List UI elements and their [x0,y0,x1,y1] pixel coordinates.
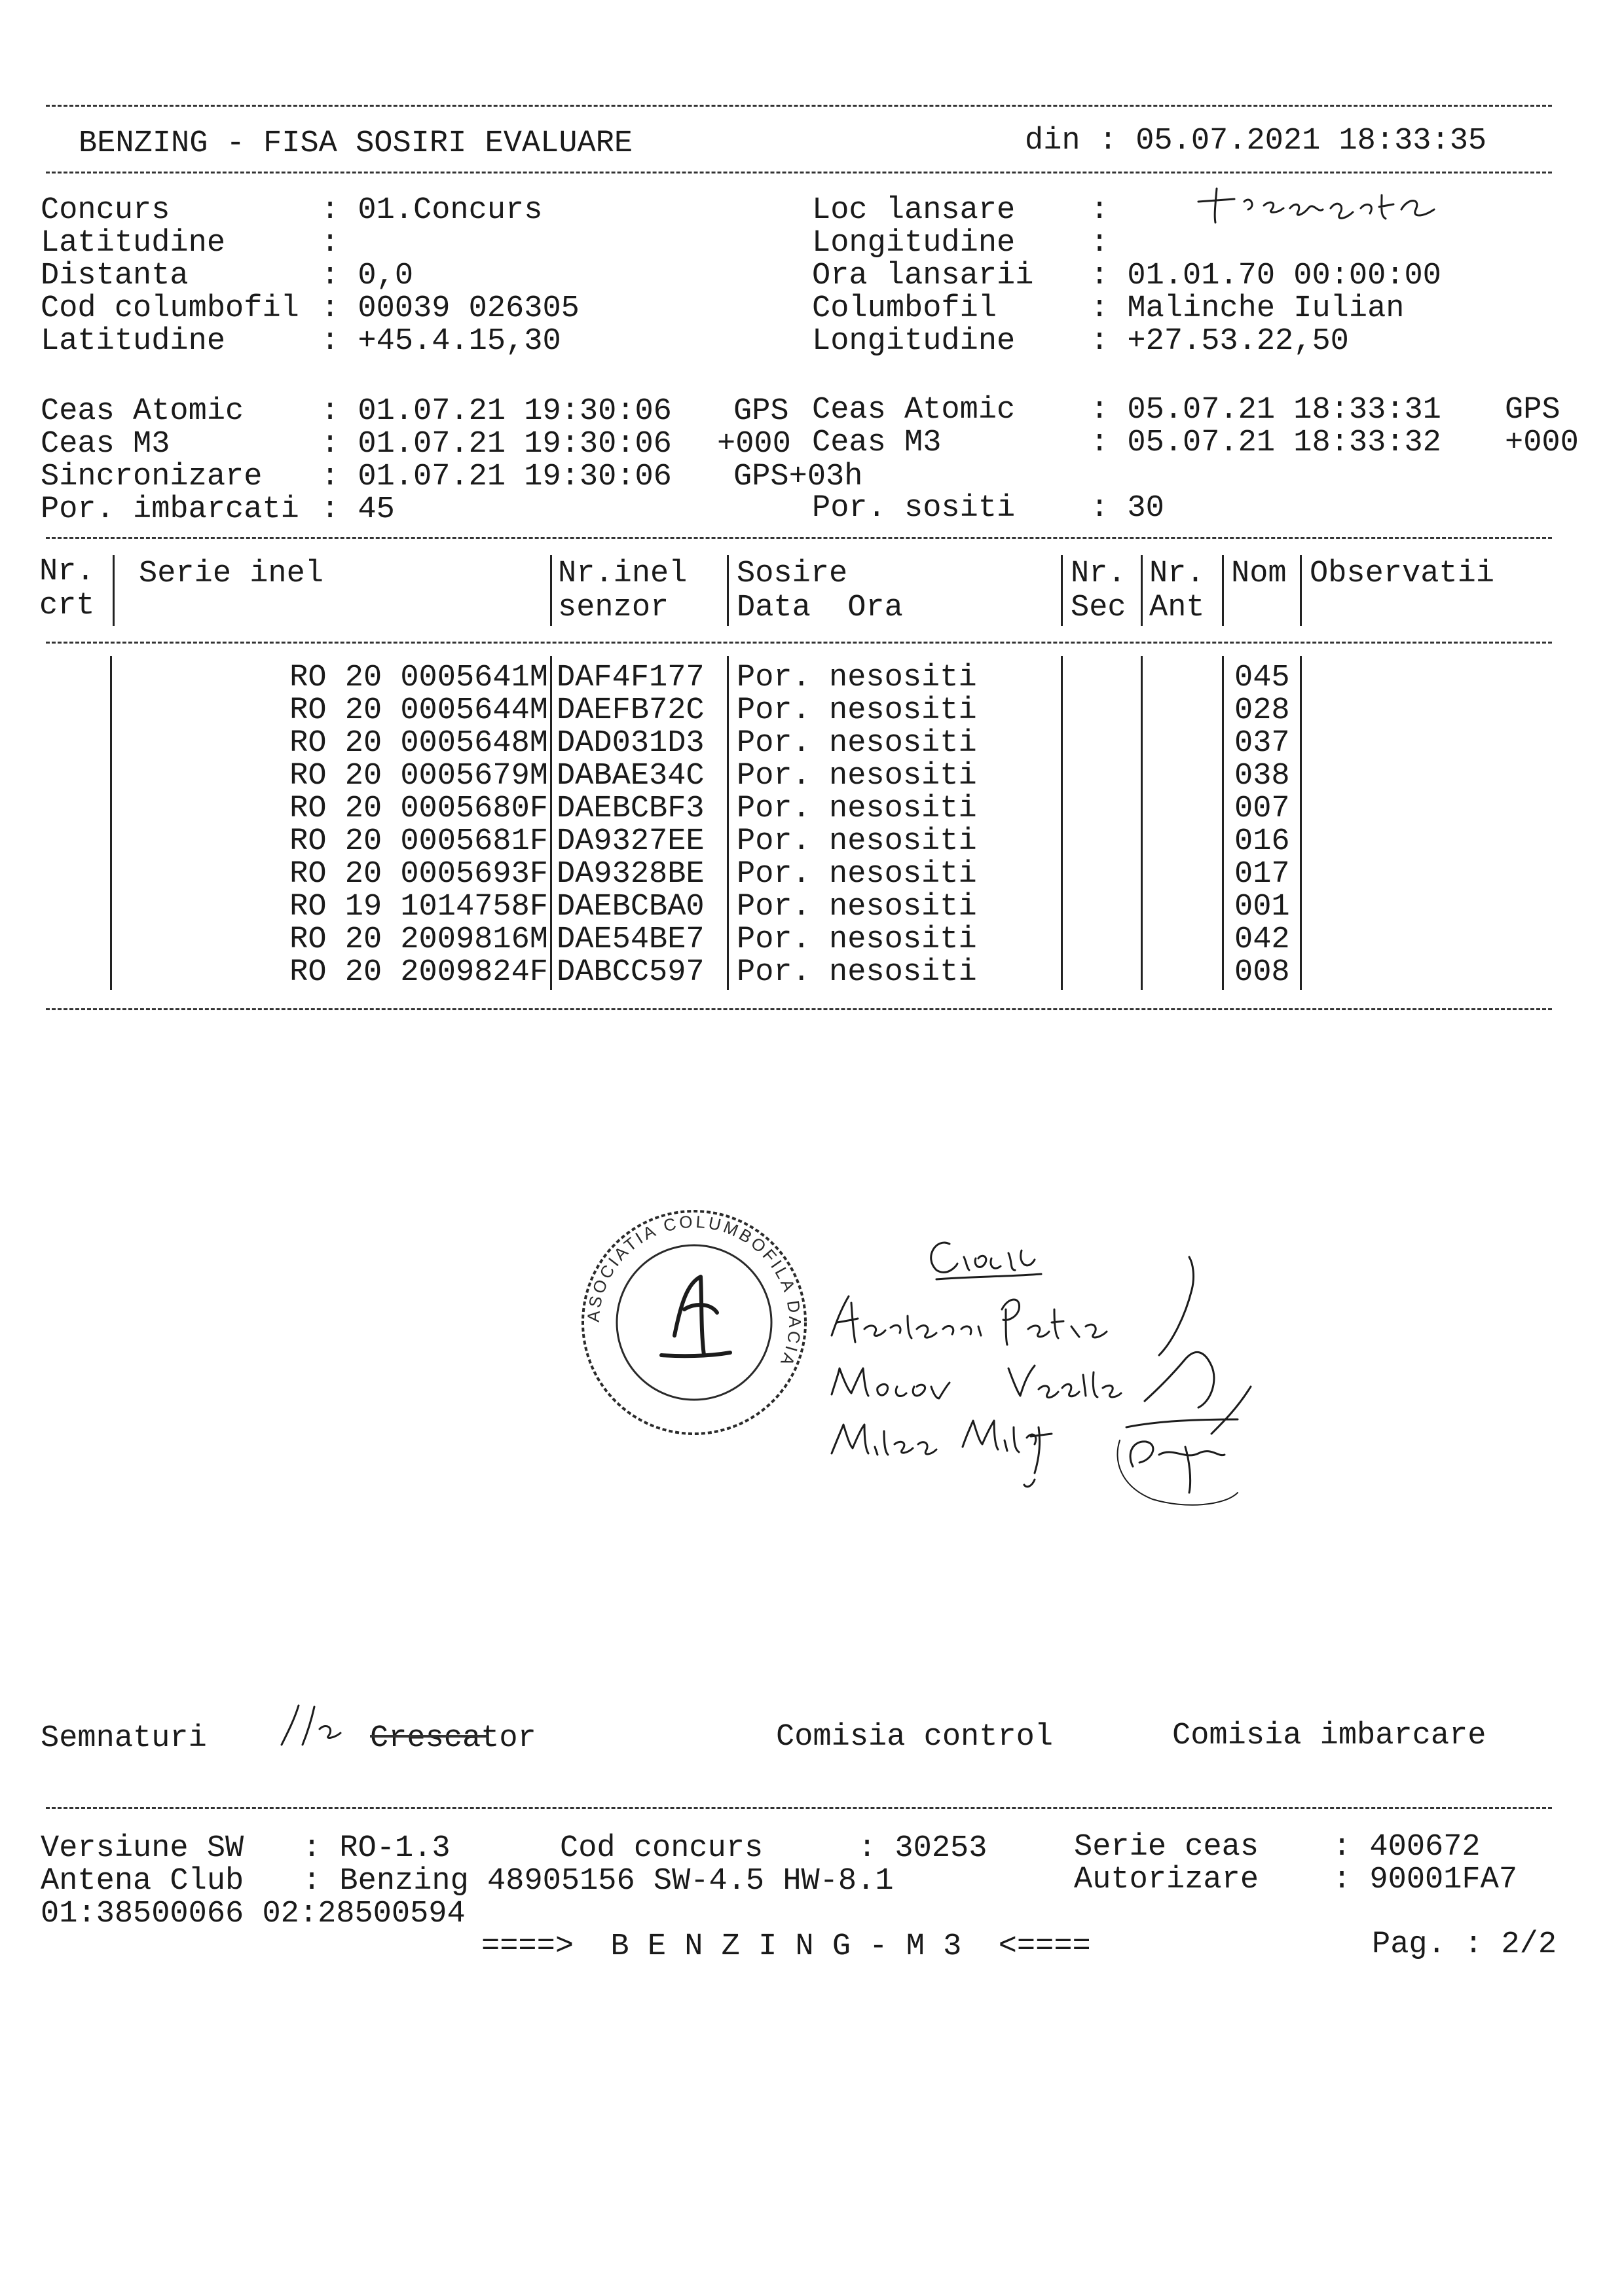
col-sep [1141,656,1143,990]
cell-senzor: DABCC597 [557,955,705,990]
handwritten-signatures [819,1211,1238,1499]
info-value: : [1090,226,1109,261]
footer-value: : 30253 [858,1831,987,1866]
col-header-senzor: Nr.inel [558,556,688,591]
col-header-nr: Nr. [39,555,95,589]
col-sep [1300,656,1302,990]
cell-status: Por. nesositi [737,857,977,892]
table-bottom-rule [46,1008,1552,1010]
footer-label: Serie ceas [1074,1830,1259,1865]
table-top-rule [46,537,1552,539]
cell-senzor: DAE54BE7 [557,922,705,957]
cell-serie: RO 20 0005680F [289,792,548,826]
cell-senzor: DAEBCBF3 [557,792,705,826]
cell-nom: 042 [1234,922,1290,957]
col-sep [1300,555,1302,626]
cell-serie: RO 20 2009816M [289,922,548,957]
table-header-rule [46,642,1552,644]
cell-nom: 017 [1234,857,1290,892]
info-label: Longitudine [812,324,1016,359]
info-value: : +27.53.22,50 [1090,324,1349,359]
col-header-sec: Sec [1071,591,1126,625]
footer-rule [46,1807,1552,1809]
cell-serie: RO 20 0005681F [289,824,548,859]
clock-label: Ceas M3 [41,427,170,462]
clock-label: Ceas Atomic [812,393,1016,428]
info-value: : Malinche Iulian [1090,291,1405,326]
info-label: Longitudine [812,226,1016,261]
clock-label: Por. sositi [812,491,1016,526]
info-label: Cod columbofil [41,291,299,326]
col-sep [1222,656,1224,990]
cell-serie: RO 20 0005693F [289,857,548,892]
crescator-handwritten-mark [268,1699,347,1751]
footer-device-ids: 01:38500066 02:28500594 [41,1897,466,1931]
clock-value: : 01.07.21 19:30:06 [321,460,672,494]
cell-status: Por. nesositi [737,824,977,859]
cell-status: Por. nesositi [737,661,977,695]
cell-serie: RO 20 0005648M [289,726,548,761]
info-value: : 00039 026305 [321,291,580,326]
clock-suffix: GPS [1505,393,1560,428]
col-sep [550,656,552,990]
clock-label: Ceas M3 [812,426,942,460]
clock-suffix: +000 [717,427,791,462]
info-value: : 01.01.70 00:00:00 [1090,259,1441,293]
info-label: Loc lansare [812,193,1016,228]
signature-comisia-control: Comisia control [776,1720,1054,1755]
clock-suffix: +000 [1505,426,1579,460]
stamp-text: ASOCIATIA COLUMBOFILA DACIA [583,1211,805,1371]
cell-senzor: DA9327EE [557,824,705,859]
footer-banner: ====> B E N Z I N G - M 3 <==== [481,1929,1091,1964]
clock-suffix: GPS+03h [733,460,863,494]
cell-status: Por. nesositi [737,693,977,728]
col-sep [1141,555,1143,626]
clock-value: : 30 [1090,491,1164,526]
report-datetime: din : 05.07.2021 18:33:35 [1025,124,1487,158]
clock-label: Por. imbarcati [41,492,299,527]
footer-value: : 400672 [1333,1830,1481,1865]
signature-label: Semnaturi [41,1721,207,1756]
col-header-sosire: Data Ora [737,591,903,625]
cell-status: Por. nesositi [737,955,977,990]
info-value: : [1090,193,1109,228]
header-rule [46,172,1552,173]
clock-label: Sincronizare [41,460,263,494]
col-header-senzor: senzor [558,591,669,625]
footer-value: : RO-1.3 [303,1831,451,1866]
cell-status: Por. nesositi [737,759,977,793]
col-header-nr: crt [39,589,95,623]
cell-nom: 028 [1234,693,1290,728]
cell-nom: 037 [1234,726,1290,761]
info-label: Ora lansarii [812,259,1034,293]
col-header-serie: Serie inel [139,556,324,591]
clock-suffix: GPS [733,394,789,429]
cell-nom: 008 [1234,955,1290,990]
info-value: : +45.4.15,30 [321,324,561,359]
footer-page-number: Pag. : 2/2 [1372,1927,1557,1962]
footer-value: : 90001FA7 [1333,1863,1518,1897]
cell-serie: RO 20 0005641M [289,661,548,695]
info-label: Distanta [41,259,189,293]
cell-serie: RO 20 2009824F [289,955,548,990]
association-stamp [576,1205,812,1440]
clock-value: : 05.07.21 18:33:31 [1090,393,1441,428]
handwritten-location [1185,175,1460,234]
cell-status: Por. nesositi [737,890,977,924]
cell-serie: RO 19 1014758F [289,890,548,924]
info-label: Concurs [41,193,170,228]
footer-label: Autorizare [1074,1863,1259,1897]
signature-comisia-imbarcare: Comisia imbarcare [1172,1719,1486,1753]
col-sep [1061,656,1063,990]
footer-label: Cod concurs [560,1831,764,1866]
signature-crescator: Crescator [370,1721,536,1756]
crescator-strike [370,1735,488,1738]
clock-value: : 01.07.21 19:30:06 [321,394,672,429]
cell-senzor: DAD031D3 [557,726,705,761]
cell-nom: 038 [1234,759,1290,793]
col-sep [1222,555,1224,626]
col-header-sosire: Sosire [737,556,848,591]
info-value: : 01.Concurs [321,193,543,228]
cell-nom: 016 [1234,824,1290,859]
cell-serie: RO 20 0005644M [289,693,548,728]
cell-status: Por. nesositi [737,792,977,826]
col-header-ant: Ant [1149,591,1205,625]
cell-nom: 045 [1234,661,1290,695]
info-label: Latitudine [41,324,226,359]
svg-text:ASOCIATIA COLUMBOFILA DACIA [583,1212,805,1371]
footer-label: Antena Club [41,1864,244,1899]
col-sep [110,656,112,990]
clock-label: Ceas Atomic [41,394,244,429]
cell-senzor: DAEFB72C [557,693,705,728]
cell-senzor: DAEBCBA0 [557,890,705,924]
col-sep [1061,555,1063,626]
info-value: : [321,226,340,261]
top-rule [46,105,1552,107]
clock-value: : 01.07.21 19:30:06 [321,427,672,462]
col-header-ant: Nr. [1149,556,1205,591]
info-label: Latitudine [41,226,226,261]
report-title: BENZING - FISA SOSIRI EVALUARE [79,126,633,161]
col-sep [727,555,729,626]
cell-senzor: DABAE34C [557,759,705,793]
cell-senzor: DA9328BE [557,857,705,892]
cell-serie: RO 20 0005679M [289,759,548,793]
footer-value: : Benzing 48905156 SW-4.5 HW-8.1 [303,1864,894,1899]
col-header-sec: Nr. [1071,556,1126,591]
col-sep [113,555,115,626]
clock-value: : 45 [321,492,395,527]
cell-nom: 007 [1234,792,1290,826]
clock-value: : 05.07.21 18:33:32 [1090,426,1441,460]
cell-senzor: DAF4F177 [557,661,705,695]
col-header-nom: Nom [1231,556,1287,591]
col-sep [727,656,729,990]
cell-nom: 001 [1234,890,1290,924]
info-label: Columbofil [812,291,997,326]
cell-status: Por. nesositi [737,922,977,957]
cell-status: Por. nesositi [737,726,977,761]
info-value: : 0,0 [321,259,414,293]
footer-label: Versiune SW [41,1831,244,1866]
col-header-observatii: Observatii [1310,556,1495,591]
col-sep [550,555,552,626]
